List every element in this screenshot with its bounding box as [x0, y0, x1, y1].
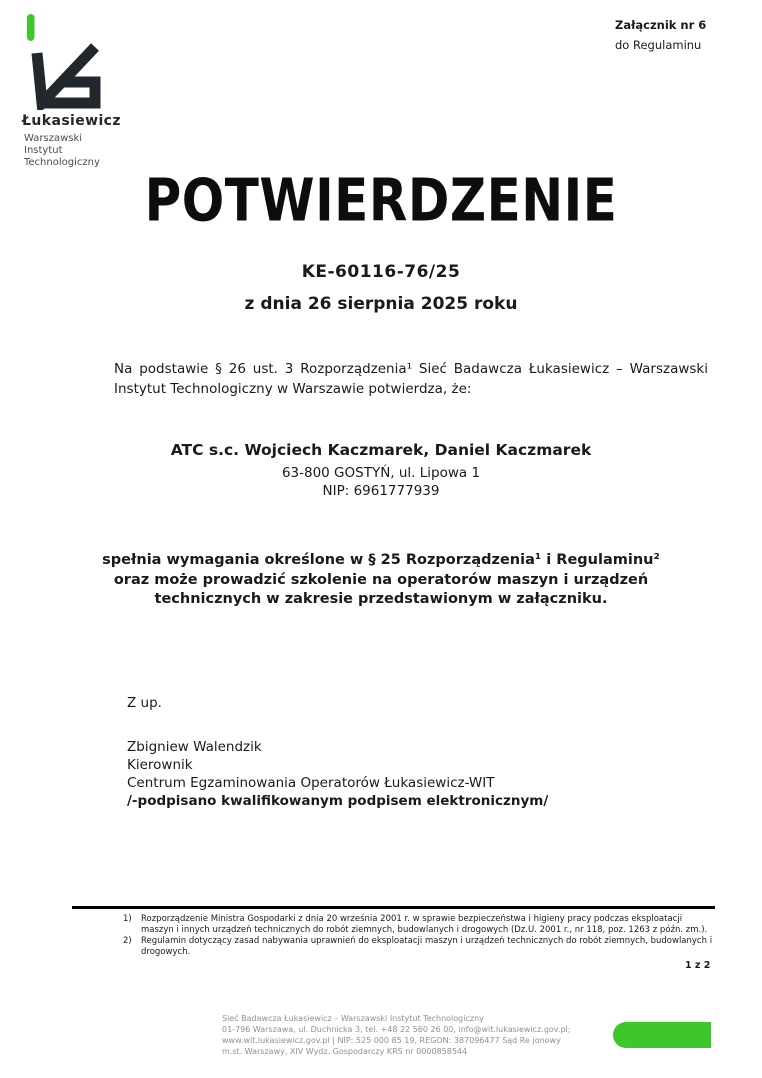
lukasiewicz-logo	[20, 12, 150, 169]
footer-line: m.st. Warszawy, XIV Wydz. Gospodarczy KRS nr 0000858544	[222, 1047, 468, 1056]
signature-on-behalf: Z up.	[127, 695, 162, 711]
electronic-signature-note: /-podpisano kwalifikowanym podpisem elektronicznym/	[127, 793, 549, 809]
footer-line: www.wit.lukasiewicz.gov.pl | NIP: 525 000 85 19, REGON: 387096477 Sąd Re jonowy	[222, 1036, 561, 1045]
logo-sub-line: Warszawski	[24, 133, 83, 144]
page-title: POTWIERDZENIE	[144, 166, 618, 235]
footnote-marker: 1)	[123, 914, 132, 924]
statement-line: technicznych w zakresie przedstawionym w załączniku.	[154, 591, 608, 607]
company-name: ATC s.c. Wojciech Kaczmarek, Daniel Kaczmarek	[170, 441, 592, 459]
logo-sub-line: Instytut	[24, 145, 63, 156]
footnote-text: Rozporządzenie Ministra Gospodarki z dnia 20 września 2001 r. w sprawie bezpieczeństwa i higieny pracy podczas eksploatacji maszyn i innych urządzeń technicznych do robót ziemnych, budowlanych i drogowych (Dz.U. 2001 r., nr 118, poz. 1263 z późn. zm.).	[141, 914, 708, 935]
company-address: 63-800 GOSTYŃ, ul. Lipowa 1	[281, 465, 481, 481]
date-line: z dnia 26 sierpnia 2025 roku	[244, 294, 518, 314]
intro-paragraph	[114, 360, 708, 399]
footnote-text: Regulamin dotyczący zasad nabywania uprawnień do eksploatacji maszyn i urządzeń technicznych do robót ziemnych, budowlanych i drogowych.	[141, 936, 713, 957]
signature-block	[127, 694, 548, 810]
intro-line: Na podstawie § 26 ust. 3 Rozporządzenia¹ Sieć Badawcza Łukasiewicz – Warszawski	[114, 361, 708, 377]
attachment-number: Załącznik nr 6	[615, 18, 707, 32]
logo-sub-line: Technologiczny	[24, 157, 100, 168]
confirmation-statement	[70, 551, 692, 610]
signatory-department: Centrum Egzaminowania Operatorów Łukasiewicz-WIT	[127, 775, 495, 791]
company-block	[70, 441, 692, 500]
footnote	[123, 936, 715, 958]
statement-line: oraz może prowadzić szkolenie na operatorów maszyn i urządzeń	[113, 571, 649, 588]
footnote-marker: 2)	[123, 936, 132, 946]
green-accent-pill	[613, 1022, 711, 1048]
statement-line: spełnia wymagania określone w § 25 Rozporządzenia¹ i Regulaminu²	[102, 552, 660, 568]
footer-line: Sieć Badawcza Łukasiewicz – Warszawski Instytut Technologiczny	[222, 1014, 484, 1023]
footnote	[123, 914, 715, 936]
footer-line: 01-796 Warszawa, ul. Duchnicka 3, tel. +48 22 560 26 00, info@wit.lukasiewicz.gov.pl;	[222, 1025, 571, 1034]
intro-line: Instytut Technologiczny w Warszawie potwierdza, że:	[114, 380, 472, 397]
lukasiewicz-logo-icon	[20, 12, 104, 110]
signatory-position: Kierownik	[127, 757, 193, 773]
logo-brand-name: Łukasiewicz	[22, 113, 121, 129]
page-number: 1 z 2	[685, 960, 711, 971]
attachment-note	[615, 15, 706, 55]
footnote-divider	[72, 906, 715, 909]
attachment-subtitle: do Regulaminu	[615, 38, 702, 52]
signatory-name: Zbigniew Walendzik	[127, 739, 262, 755]
case-number: KE-60116-76/25	[301, 262, 461, 282]
company-nip: NIP: 6961777939	[322, 483, 440, 499]
footer-contact-block	[222, 1013, 622, 1057]
footnotes	[123, 914, 715, 958]
